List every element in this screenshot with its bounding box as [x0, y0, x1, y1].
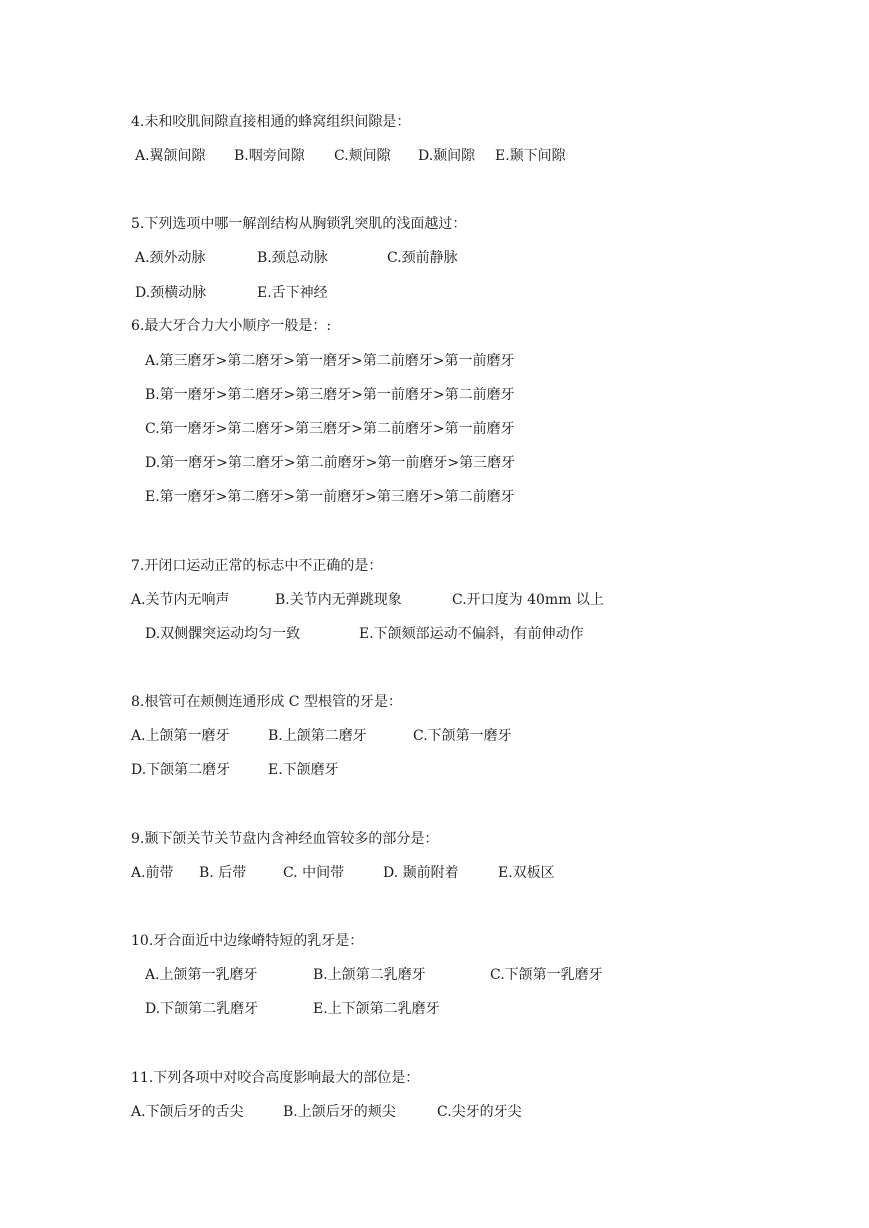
question-6-option-c: C.第一磨牙>第二磨牙>第三磨牙>第二前磨牙>第一前磨牙 [145, 421, 515, 437]
question-9-option-e: E.双板区 [498, 865, 555, 881]
question-8-option-c: C.下颌第一磨牙 [413, 728, 512, 744]
question-11-option-c: C.尖牙的牙尖 [437, 1104, 522, 1120]
question-5-option-a: A.颈外动脉 [135, 250, 206, 266]
question-4-option-b: B.咽旁间隙 [234, 148, 305, 164]
question-7-option-c: C.开口度为 40mm 以上 [452, 592, 604, 608]
question-10-option-e: E.上下颌第二乳磨牙 [313, 1001, 440, 1017]
question-11-option-a: A.下颌后牙的舌尖 [131, 1104, 244, 1120]
question-8-option-e: E.下颌磨牙 [268, 762, 339, 778]
question-8-stem: 8.根管可在颊侧连通形成 C 型根管的牙是： [131, 694, 402, 710]
question-5-stem: 5.下列选项中哪一解剖结构从胸锁乳突肌的浅面越过： [131, 216, 467, 232]
question-6-option-d: D.第一磨牙>第二磨牙>第二前磨牙>第一前磨牙>第三磨牙 [145, 455, 516, 471]
question-7-option-d: D.双侧髁突运动均匀一致 [145, 626, 301, 642]
question-7-stem: 7.开闭口运动正常的标志中不正确的是： [131, 558, 383, 574]
question-11-option-b: B.上颌后牙的颊尖 [283, 1104, 396, 1120]
question-4-option-c: C.颊间隙 [334, 148, 391, 164]
question-6-option-a: A.第三磨牙>第二磨牙>第一磨牙>第二前磨牙>第一前磨牙 [145, 353, 515, 369]
question-6-stem: 6.最大牙合力大小顺序一般是：: [131, 318, 332, 334]
question-6-option-b: B.第一磨牙>第二磨牙>第三磨牙>第一前磨牙>第二前磨牙 [145, 387, 515, 403]
question-9-option-d: D. 颞前附着 [383, 865, 459, 881]
question-5-option-c: C.颈前静脉 [387, 250, 458, 266]
question-10-option-a: A.上颌第一乳磨牙 [145, 967, 258, 983]
question-6-option-e: E.第一磨牙>第二磨牙>第一前磨牙>第三磨牙>第二前磨牙 [145, 489, 515, 505]
question-9-option-b: B. 后带 [199, 865, 247, 881]
question-10-stem: 10.牙合面近中边缘嵴特短的乳牙是： [131, 933, 364, 949]
question-9-option-a: A.前带 [131, 865, 174, 881]
question-9-stem: 9.颞下颌关节关节盘内含神经血管较多的部分是： [131, 831, 439, 847]
question-4-option-d: D.颞间隙 [418, 148, 476, 164]
question-9-option-c: C. 中间带 [283, 865, 345, 881]
question-4-option-e: E.颞下间隙 [495, 148, 566, 164]
question-7-option-a: A.关节内无响声 [131, 592, 230, 608]
question-10-option-d: D.下颌第二乳磨牙 [145, 1001, 259, 1017]
question-7-option-e: E.下颌颏部运动不偏斜，有前伸动作 [359, 626, 584, 642]
question-5-option-d: D.颈横动脉 [135, 285, 207, 301]
question-8-option-a: A.上颌第一磨牙 [131, 728, 230, 744]
question-4-option-a: A.翼颌间隙 [135, 148, 206, 164]
question-8-option-d: D.下颌第二磨牙 [131, 762, 231, 778]
question-4-stem: 4.未和咬肌间隙直接相通的蜂窝组织间隙是： [131, 114, 411, 130]
question-5-option-e: E.舌下神经 [257, 285, 328, 301]
question-5-option-b: B.颈总动脉 [257, 250, 328, 266]
question-10-option-b: B.上颌第二乳磨牙 [313, 967, 426, 983]
question-7-option-b: B.关节内无弹跳现象 [275, 592, 402, 608]
question-11-stem: 11.下列各项中对咬合高度影响最大的部位是： [131, 1070, 420, 1086]
question-8-option-b: B.上颌第二磨牙 [268, 728, 367, 744]
question-10-option-c: C.下颌第一乳磨牙 [490, 967, 603, 983]
